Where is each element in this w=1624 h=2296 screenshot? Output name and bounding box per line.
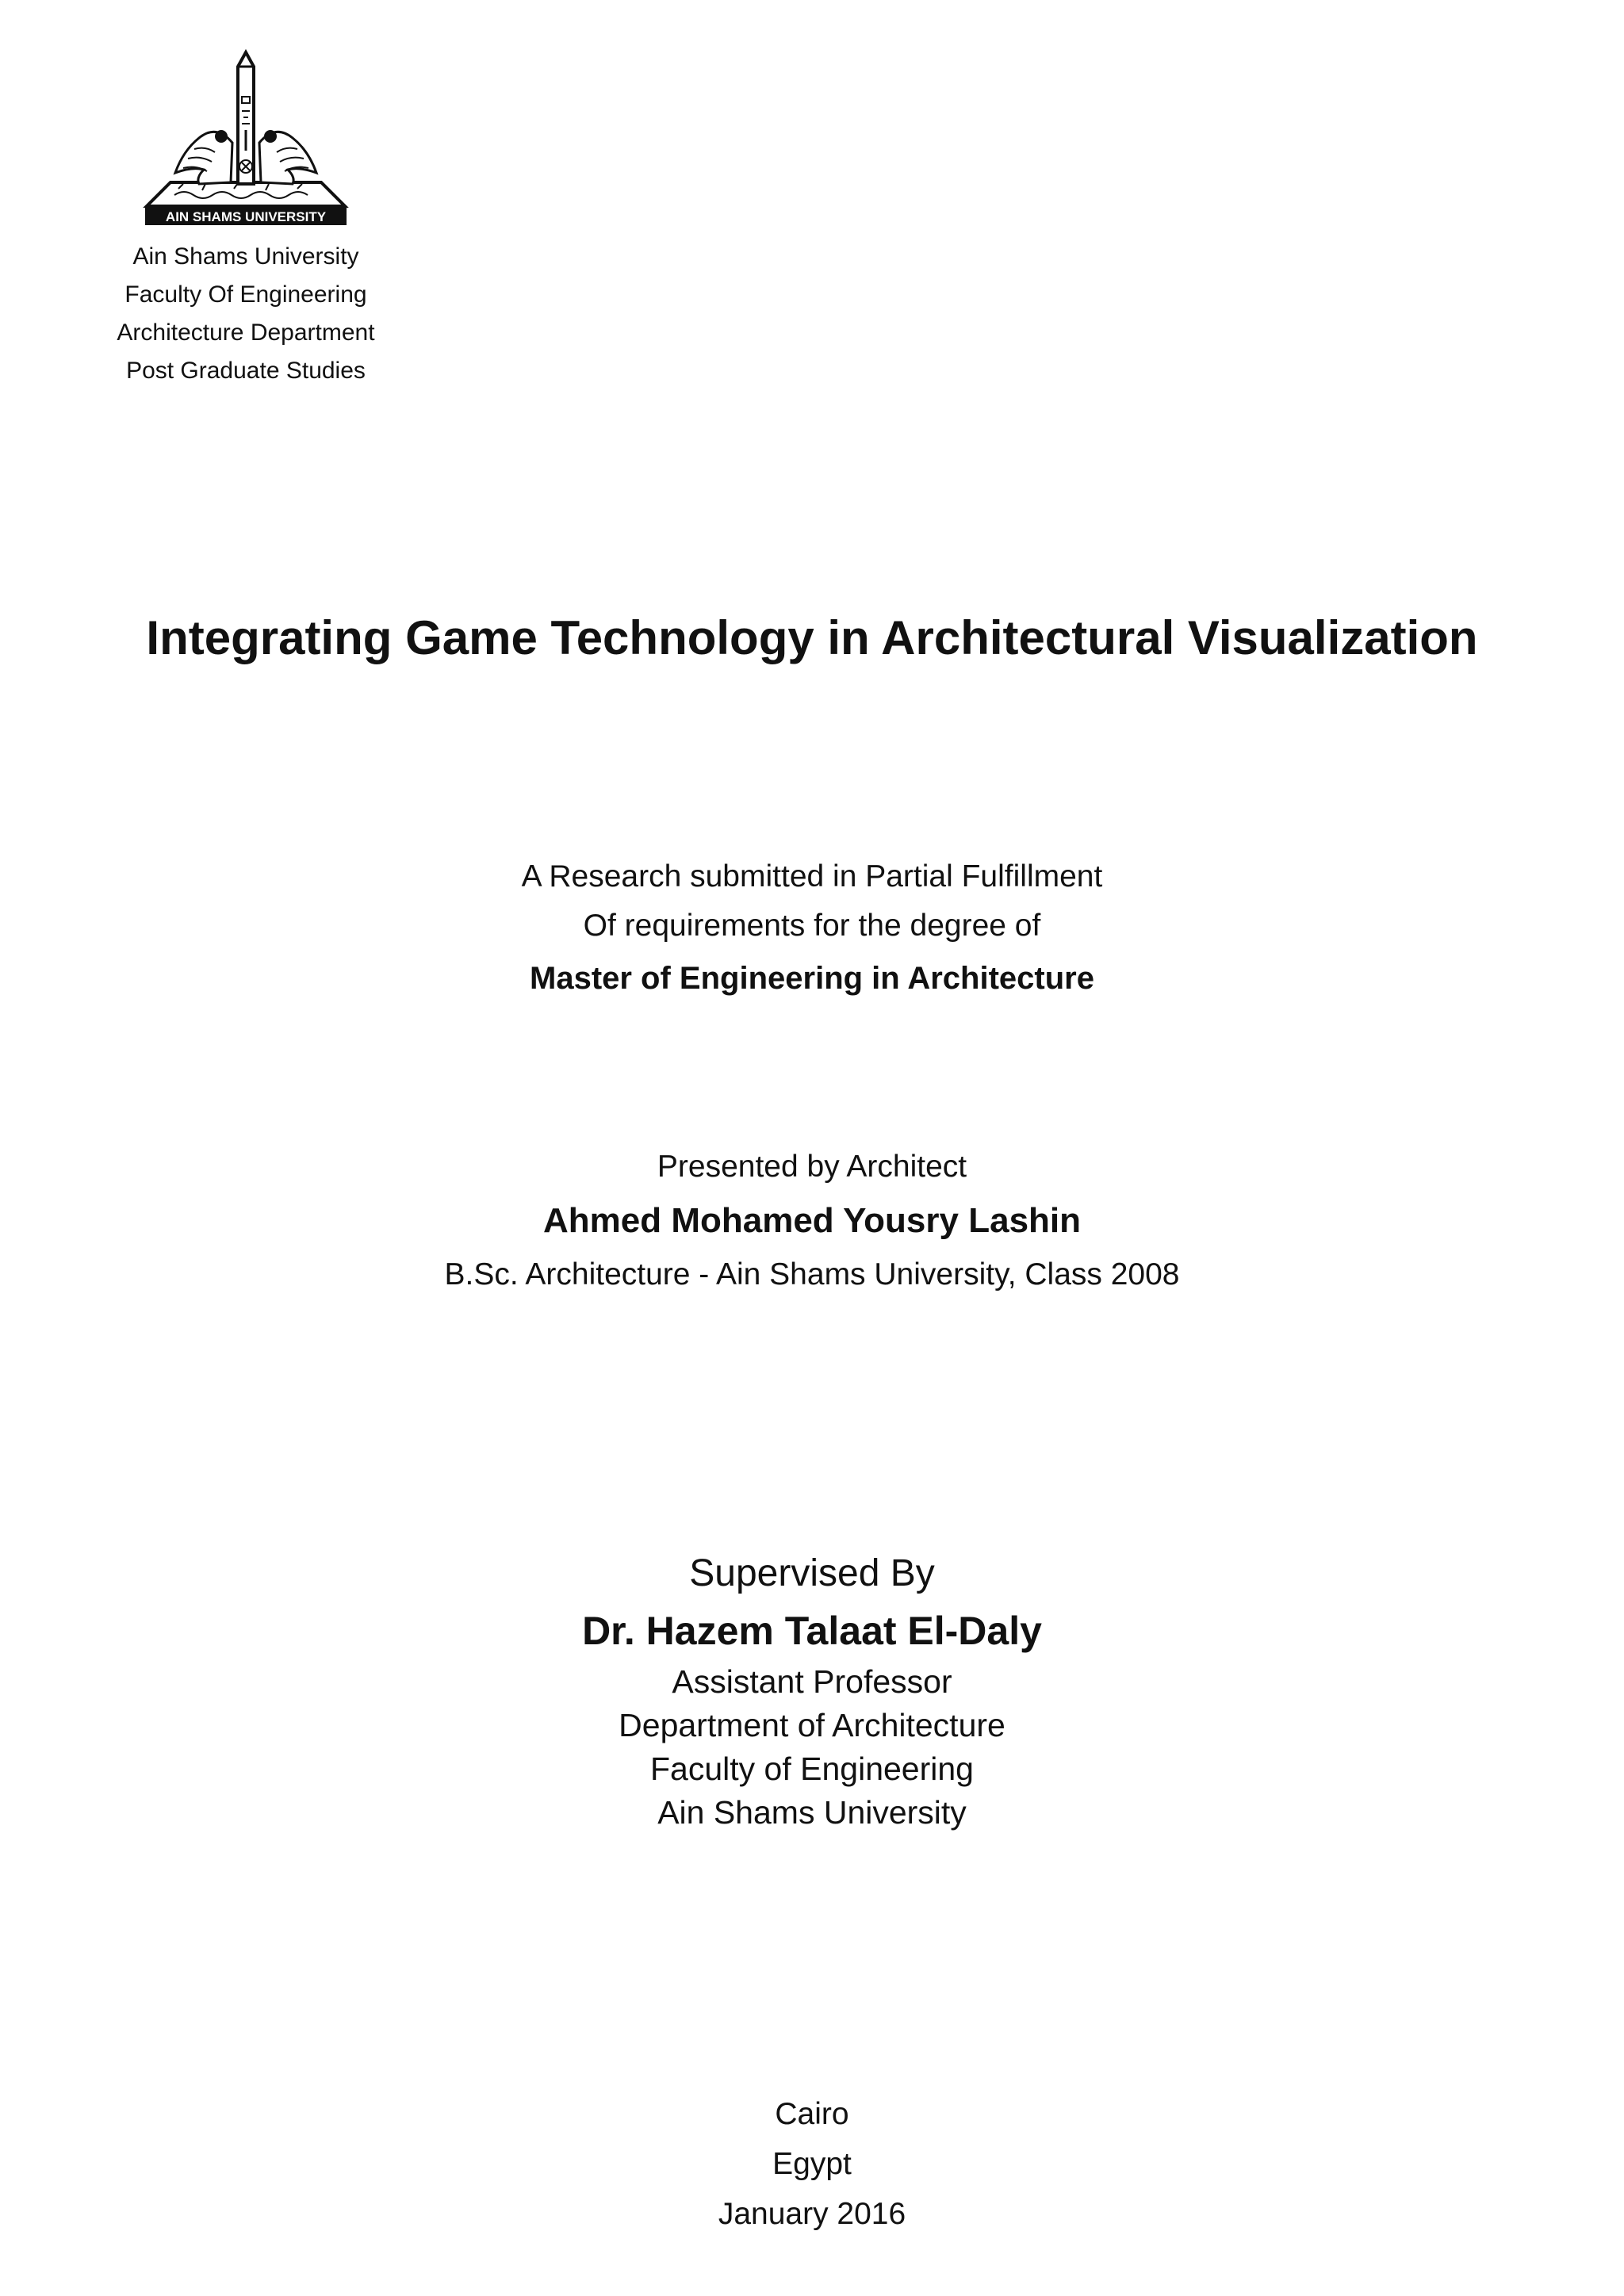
faculty-name: Faculty Of Engineering bbox=[124, 281, 367, 308]
presenter-name: Ahmed Mohamed Yousry Lashin bbox=[542, 1201, 1082, 1240]
university-lines bbox=[103, 238, 389, 390]
studies-name: Post Graduate Studies bbox=[126, 358, 366, 384]
place-date-block bbox=[0, 2089, 1624, 2239]
supervisor-label: Supervised By bbox=[689, 1552, 935, 1594]
logo-text: AIN SHAMS UNIVERSITY bbox=[165, 209, 327, 224]
supervisor-faculty: Faculty of Engineering bbox=[650, 1751, 974, 1787]
thesis-title: Integrating Game Technology in Architectural Visualization bbox=[146, 611, 1478, 664]
supervisor-block bbox=[0, 1546, 1624, 1835]
supervisor-title: Assistant Professor bbox=[672, 1663, 952, 1700]
university-header bbox=[103, 48, 389, 390]
university-name: Ain Shams University bbox=[132, 243, 359, 270]
country: Egypt bbox=[772, 2147, 852, 2181]
presenter-credentials: B.Sc. Architecture - Ain Shams University, Class 2008 bbox=[444, 1257, 1180, 1292]
presenter-block bbox=[0, 1142, 1624, 1300]
degree-name: Master of Engineering in Architecture bbox=[530, 961, 1094, 996]
submission-line-1: A Research submitted in Partial Fulfillment bbox=[521, 859, 1103, 894]
supervisor-department: Department of Architecture bbox=[619, 1707, 1005, 1743]
supervisor-name: Dr. Hazem Talaat El-Daly bbox=[582, 1609, 1042, 1653]
submission-statement bbox=[0, 852, 1624, 1006]
department-name: Architecture Department bbox=[117, 320, 375, 346]
date: January 2016 bbox=[718, 2197, 906, 2231]
presenter-label: Presented by Architect bbox=[657, 1150, 967, 1184]
city: Cairo bbox=[775, 2097, 849, 2131]
ain-shams-university-logo bbox=[139, 48, 353, 230]
supervisor-university: Ain Shams University bbox=[657, 1794, 967, 1831]
submission-line-2: Of requirements for the degree of bbox=[583, 909, 1041, 943]
